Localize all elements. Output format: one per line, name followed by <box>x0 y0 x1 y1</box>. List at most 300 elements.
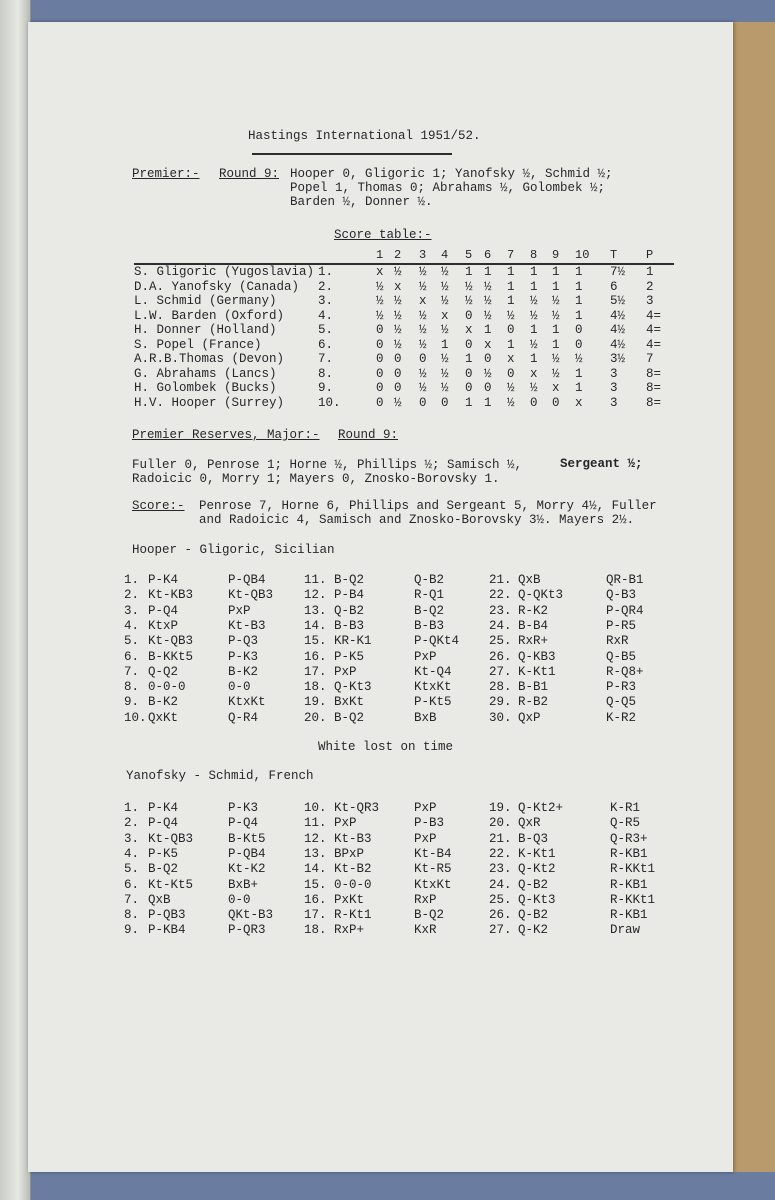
white-move: K-Kt1 <box>518 846 556 861</box>
premier-label: Premier:- <box>132 167 200 181</box>
score-cell: 0 <box>394 381 402 395</box>
player-name: L. Schmid (Germany) <box>134 294 277 308</box>
move-number: 8. <box>124 908 140 923</box>
black-move: Kt-Q4 <box>414 664 452 679</box>
score-cell: 1 <box>507 265 515 279</box>
black-move: B-Q2 <box>414 603 445 618</box>
black-move: 0-0 <box>228 680 251 695</box>
black-move: Q-B5 <box>606 649 637 664</box>
black-move: P-R3 <box>606 680 637 695</box>
black-move: K-R1 <box>610 801 641 815</box>
player-place: 3 <box>646 294 654 308</box>
score-col-header: 4 <box>441 248 449 262</box>
black-move: Q-R5 <box>610 816 641 831</box>
score-cell: 1 <box>552 265 560 279</box>
score-cell: 1 <box>530 352 538 366</box>
move-number: 25. <box>489 892 512 907</box>
white-move: Kt-QB3 <box>148 634 194 649</box>
move-number: 17. <box>304 664 327 679</box>
move-number: 24. <box>489 618 512 633</box>
white-move: B-B4 <box>518 618 549 633</box>
player-number: 4. <box>318 308 334 323</box>
black-move: P-QR3 <box>228 923 266 938</box>
score-cell: 0 <box>376 352 384 366</box>
score-cell: ½ <box>530 308 538 323</box>
white-move: Q-Kt2+ <box>518 801 564 815</box>
move-number: 1. <box>124 801 140 815</box>
white-move: B-Q2 <box>334 573 365 587</box>
white-move: R-B2 <box>518 695 549 710</box>
score-col-header: 2 <box>394 248 402 262</box>
move-number: 16. <box>304 649 327 664</box>
score-cell: ½ <box>552 308 560 323</box>
white-move: P-Q4 <box>148 603 179 618</box>
player-total: 4½ <box>610 337 626 352</box>
score-cell: ½ <box>484 279 492 294</box>
premier-round: Round 9: <box>219 167 280 181</box>
reserves-results-line1-end: Sergeant ½; <box>560 457 643 471</box>
white-move: P-KB4 <box>148 923 186 938</box>
score-cell: ½ <box>441 265 449 279</box>
white-move: Q-Kt3 <box>334 680 372 695</box>
score-cell: 1 <box>465 352 473 366</box>
score-col-header: 9 <box>552 248 560 262</box>
white-move: P-K5 <box>148 846 179 861</box>
score-cell: 1 <box>507 294 515 308</box>
white-move: Q-Kt2 <box>518 862 556 877</box>
score-cell: 1 <box>575 294 583 308</box>
black-move: RxR <box>606 634 629 649</box>
score-cell: ½ <box>465 279 473 294</box>
score-cell: 1 <box>484 265 492 279</box>
score-cell: ½ <box>441 366 449 381</box>
score-cell: ½ <box>441 381 449 395</box>
score-col-header: 6 <box>484 248 492 262</box>
move-number: 2. <box>124 588 140 603</box>
move-number: 19. <box>304 695 327 710</box>
white-move: B-Q3 <box>518 831 549 846</box>
score-cell: ½ <box>441 323 449 337</box>
player-number: 9. <box>318 381 334 395</box>
score-cell: 1 <box>484 395 492 410</box>
player-name: S. Popel (France) <box>134 337 262 352</box>
player-place: 1 <box>646 265 654 279</box>
move-number: 13. <box>304 603 327 618</box>
score-cell: x <box>441 308 449 323</box>
white-move: P-B4 <box>334 588 365 603</box>
game2-heading: Yanofsky - Schmid, French <box>126 769 314 783</box>
player-total: 4½ <box>610 308 626 323</box>
move-number: 25. <box>489 634 512 649</box>
black-move: QR-B1 <box>606 573 644 587</box>
move-number: 6. <box>124 877 140 892</box>
premier-results-line3: Barden ½, Donner ½. <box>290 195 433 209</box>
move-number: 21. <box>489 831 512 846</box>
player-total: 3 <box>610 366 618 381</box>
black-move: R-KKt1 <box>610 862 656 877</box>
white-move: Q-B2 <box>518 908 549 923</box>
move-number: 15. <box>304 634 327 649</box>
document-page <box>28 22 733 1172</box>
score-cell: ½ <box>530 337 538 352</box>
score-col-header: 7 <box>507 248 515 262</box>
score-col-header: 3 <box>419 248 427 262</box>
score-cell: x <box>552 381 560 395</box>
score-cell: x <box>419 294 427 308</box>
score-cell: 1 <box>484 323 492 337</box>
black-move: P-QR4 <box>606 603 644 618</box>
score-cell: 1 <box>575 366 583 381</box>
score-cell: 1 <box>530 279 538 294</box>
score-cell: 0 <box>394 366 402 381</box>
player-number: 3. <box>318 294 334 308</box>
score-cell: ½ <box>552 294 560 308</box>
white-move: RxR+ <box>518 634 549 649</box>
game1-heading: Hooper - Gligoric, Sicilian <box>132 543 335 557</box>
score-cell: x <box>507 352 515 366</box>
score-cell: 1 <box>552 337 560 352</box>
white-move: B-B1 <box>518 680 549 695</box>
reserves-results-line2: Radoicic 0, Morry 1; Mayers 0, Znosko-Borovsky 1. <box>132 472 500 486</box>
score-col-header: 10 <box>575 248 590 262</box>
white-move: Kt-Kt5 <box>148 877 194 892</box>
player-name: S. Gligoric (Yugoslavia) <box>134 265 315 279</box>
move-number: 6. <box>124 649 140 664</box>
move-number: 18. <box>304 923 327 938</box>
move-number: 1. <box>124 573 140 587</box>
score-cell: ½ <box>552 366 560 381</box>
black-move: Draw <box>610 923 641 938</box>
white-move: KR-K1 <box>334 634 372 649</box>
document-title: Hastings International 1951/52. <box>248 129 481 143</box>
black-move: K-R2 <box>606 710 637 725</box>
score-cell: ½ <box>419 265 427 279</box>
score-cell: ½ <box>441 279 449 294</box>
move-number: 9. <box>124 695 140 710</box>
white-move: Kt-QR3 <box>334 801 380 815</box>
score-cell: 0 <box>530 395 538 410</box>
score-cell: ½ <box>507 308 515 323</box>
white-move: PxP <box>334 816 357 831</box>
player-name: H. Golombek (Bucks) <box>134 381 277 395</box>
black-move: PxP <box>414 649 437 664</box>
black-move: B-Q2 <box>414 908 445 923</box>
reserves-round: Round 9: <box>338 428 399 442</box>
score-cell: ½ <box>484 294 492 308</box>
score-cell: ½ <box>394 395 402 410</box>
move-number: 22. <box>489 846 512 861</box>
score-cell: 0 <box>376 395 384 410</box>
white-move: QxP <box>518 710 541 725</box>
reserves-score-line2: and Radoicic 4, Samisch and Znosko-Borovsky 3½. Mayers 2½. <box>199 513 635 527</box>
white-move: PxP <box>334 664 357 679</box>
player-number: 6. <box>318 337 334 352</box>
move-number: 14. <box>304 862 327 877</box>
score-cell: 1 <box>530 323 538 337</box>
score-cell: 0 <box>484 352 492 366</box>
white-move: Q-B2 <box>334 603 365 618</box>
reserves-score-label: Score:- <box>132 499 185 513</box>
score-cell: x <box>575 395 583 410</box>
white-move: Kt-B3 <box>334 831 372 846</box>
white-move: P-K4 <box>148 573 179 587</box>
move-number: 13. <box>304 846 327 861</box>
white-move: BxKt <box>334 695 365 710</box>
white-move: P-K4 <box>148 801 179 815</box>
score-table-heading: Score table:- <box>334 228 432 242</box>
score-cell: 0 <box>575 337 583 352</box>
score-cell: 0 <box>394 352 402 366</box>
black-move: Kt-QB3 <box>228 588 274 603</box>
move-number: 29. <box>489 695 512 710</box>
white-move: QxKt <box>148 710 179 725</box>
black-move: P-Q3 <box>228 634 259 649</box>
black-move: B-Kt5 <box>228 831 266 846</box>
score-cell: 0 <box>575 323 583 337</box>
score-cell: 0 <box>552 395 560 410</box>
score-cell: ½ <box>394 337 402 352</box>
move-number: 23. <box>489 862 512 877</box>
move-number: 2. <box>124 816 140 831</box>
black-move: PxP <box>414 831 437 846</box>
black-move: R-KB1 <box>610 877 648 892</box>
score-cell: x <box>394 279 402 294</box>
black-move: Kt-B3 <box>228 618 266 633</box>
player-total: 3 <box>610 381 618 395</box>
score-cell: 0 <box>441 395 449 410</box>
score-cell: ½ <box>530 381 538 395</box>
score-col-header: 1 <box>376 248 384 262</box>
score-cell: ½ <box>394 294 402 308</box>
score-col-header: 5 <box>465 248 473 262</box>
score-cell: 1 <box>575 279 583 294</box>
move-number: 30. <box>489 710 512 725</box>
score-cell: 0 <box>465 337 473 352</box>
player-number: 8. <box>318 366 334 381</box>
move-number: 26. <box>489 649 512 664</box>
score-cell: 0 <box>507 323 515 337</box>
move-number: 20. <box>489 816 512 831</box>
black-move: Q-B2 <box>414 573 445 587</box>
score-cell: 0 <box>465 381 473 395</box>
white-move: R-K2 <box>518 603 549 618</box>
player-place: 4= <box>646 308 662 323</box>
score-cell: 1 <box>575 308 583 323</box>
black-move: R-KKt1 <box>610 892 656 907</box>
black-move: P-QKt4 <box>414 634 460 649</box>
player-place: 2 <box>646 279 654 294</box>
score-cell: 1 <box>507 279 515 294</box>
black-move: P-Kt5 <box>414 695 452 710</box>
move-number: 12. <box>304 588 327 603</box>
player-total: 7½ <box>610 265 626 279</box>
score-cell: 1 <box>530 265 538 279</box>
black-move: P-B3 <box>414 816 445 831</box>
black-move: Kt-R5 <box>414 862 452 877</box>
game1-result: White lost on time <box>318 740 454 754</box>
score-cell: 0 <box>419 352 427 366</box>
player-place: 4= <box>646 337 662 352</box>
black-move: Kt-B4 <box>414 846 452 861</box>
white-move: PxKt <box>334 892 365 907</box>
move-number: 23. <box>489 603 512 618</box>
score-cell: 0 <box>376 337 384 352</box>
score-cell: x <box>530 366 538 381</box>
black-move: P-R5 <box>606 618 637 633</box>
black-move: R-KB1 <box>610 908 648 923</box>
move-number: 28. <box>489 680 512 695</box>
black-move: KtxKt <box>414 877 452 892</box>
score-col-header: 8 <box>530 248 538 262</box>
black-move: QKt-B3 <box>228 908 274 923</box>
player-number: 10. <box>318 395 341 410</box>
move-number: 12. <box>304 831 327 846</box>
move-number: 8. <box>124 680 140 695</box>
previous-page-edge <box>0 0 31 1200</box>
move-number: 11. <box>304 573 327 587</box>
move-number: 17. <box>304 908 327 923</box>
score-cell: ½ <box>530 294 538 308</box>
black-move: R-Q1 <box>414 588 445 603</box>
player-number: 1. <box>318 265 334 279</box>
move-number: 5. <box>124 634 140 649</box>
black-move: Kt-K2 <box>228 862 266 877</box>
score-cell: ½ <box>441 294 449 308</box>
move-number: 18. <box>304 680 327 695</box>
white-move: BPxP <box>334 846 365 861</box>
score-cell: 0 <box>465 308 473 323</box>
move-number: 14. <box>304 618 327 633</box>
score-cell: 0 <box>507 366 515 381</box>
move-number: 15. <box>304 877 327 892</box>
move-number: 10. <box>304 801 327 815</box>
white-move: 0-0-0 <box>334 877 372 892</box>
score-cell: ½ <box>394 308 402 323</box>
black-move: P-QB4 <box>228 846 266 861</box>
score-cell: ½ <box>507 395 515 410</box>
player-place: 7 <box>646 352 654 366</box>
move-number: 4. <box>124 618 140 633</box>
white-move: Q-QKt3 <box>518 588 564 603</box>
reserves-score-line1: Penrose 7, Horne 6, Phillips and Sergeant 5, Morry 4½, Fuller <box>199 499 657 513</box>
move-number: 19. <box>489 801 512 815</box>
white-move: Q-K2 <box>518 923 549 938</box>
white-move: B-K2 <box>148 695 179 710</box>
player-number: 5. <box>318 323 334 337</box>
player-total: 5½ <box>610 294 626 308</box>
black-move: KxR <box>414 923 437 938</box>
player-total: 3 <box>610 395 618 410</box>
move-number: 26. <box>489 908 512 923</box>
black-move: R-KB1 <box>610 846 648 861</box>
black-move: P-K3 <box>228 649 259 664</box>
move-number: 22. <box>489 588 512 603</box>
white-move: B-Q2 <box>334 710 365 725</box>
move-number: 7. <box>124 664 140 679</box>
black-move: RxP <box>414 892 437 907</box>
move-number: 9. <box>124 923 140 938</box>
black-move: Q-Q5 <box>606 695 637 710</box>
white-move: QxR <box>518 816 541 831</box>
player-number: 2. <box>318 279 334 294</box>
score-cell: ½ <box>441 352 449 366</box>
white-move: Q-Q2 <box>148 664 179 679</box>
white-move: Kt-QB3 <box>148 831 194 846</box>
white-move: B-KKt5 <box>148 649 194 664</box>
score-cell: x <box>484 337 492 352</box>
black-move: P-QB4 <box>228 573 266 587</box>
score-cell: 1 <box>552 323 560 337</box>
black-move: KtxKt <box>228 695 266 710</box>
move-number: 24. <box>489 877 512 892</box>
premier-results-line1: Hooper 0, Gligoric 1; Yanofsky ½, Schmid ½; <box>290 167 613 181</box>
move-number: 11. <box>304 816 327 831</box>
score-cell: ½ <box>419 366 427 381</box>
white-move: QxB <box>148 892 171 907</box>
score-cell: x <box>465 323 473 337</box>
white-move: P-Q4 <box>148 816 179 831</box>
score-cell: 1 <box>441 337 449 352</box>
score-cell: ½ <box>419 323 427 337</box>
white-move: 0-0-0 <box>148 680 186 695</box>
move-number: 3. <box>124 603 140 618</box>
black-move: PxP <box>414 801 437 815</box>
white-move: B-Q2 <box>148 862 179 877</box>
black-move: KtxKt <box>414 680 452 695</box>
black-move: Q-R4 <box>228 710 259 725</box>
score-cell: 1 <box>575 265 583 279</box>
white-move: P-QB3 <box>148 908 186 923</box>
player-total: 6 <box>610 279 618 294</box>
white-move: B-B3 <box>334 618 365 633</box>
score-cell: 0 <box>484 381 492 395</box>
player-name: L.W. Barden (Oxford) <box>134 308 285 323</box>
score-cell: 1 <box>465 265 473 279</box>
white-move: P-K5 <box>334 649 365 664</box>
score-cell: ½ <box>419 279 427 294</box>
score-cell: ½ <box>376 308 384 323</box>
score-col-header: P <box>646 248 654 262</box>
black-move: Q-R3+ <box>610 831 648 846</box>
score-cell: ½ <box>419 381 427 395</box>
score-cell: ½ <box>575 352 583 366</box>
premier-results-line2: Popel 1, Thomas 0; Abrahams ½, Golombek ½; <box>290 181 606 195</box>
white-move: Q-KB3 <box>518 649 556 664</box>
score-cell: ½ <box>419 337 427 352</box>
score-cell: ½ <box>484 366 492 381</box>
black-move: R-Q8+ <box>606 664 644 679</box>
score-col-header: T <box>610 248 618 262</box>
white-move: Q-B2 <box>518 877 549 892</box>
title-rule <box>252 153 452 155</box>
player-place: 4= <box>646 323 662 337</box>
white-move: QxB <box>518 573 541 587</box>
white-move: Kt-B2 <box>334 862 372 877</box>
white-move: K-Kt1 <box>518 664 556 679</box>
white-move: Kt-KB3 <box>148 588 194 603</box>
score-cell: 1 <box>575 381 583 395</box>
score-cell: ½ <box>465 294 473 308</box>
score-cell: 0 <box>419 395 427 410</box>
score-cell: x <box>376 265 384 279</box>
move-number: 7. <box>124 892 140 907</box>
move-number: 20. <box>304 710 327 725</box>
black-move: P-K3 <box>228 801 259 815</box>
score-cell: ½ <box>484 308 492 323</box>
move-number: 4. <box>124 846 140 861</box>
black-move: B-B3 <box>414 618 445 633</box>
white-move: R-Kt1 <box>334 908 372 923</box>
